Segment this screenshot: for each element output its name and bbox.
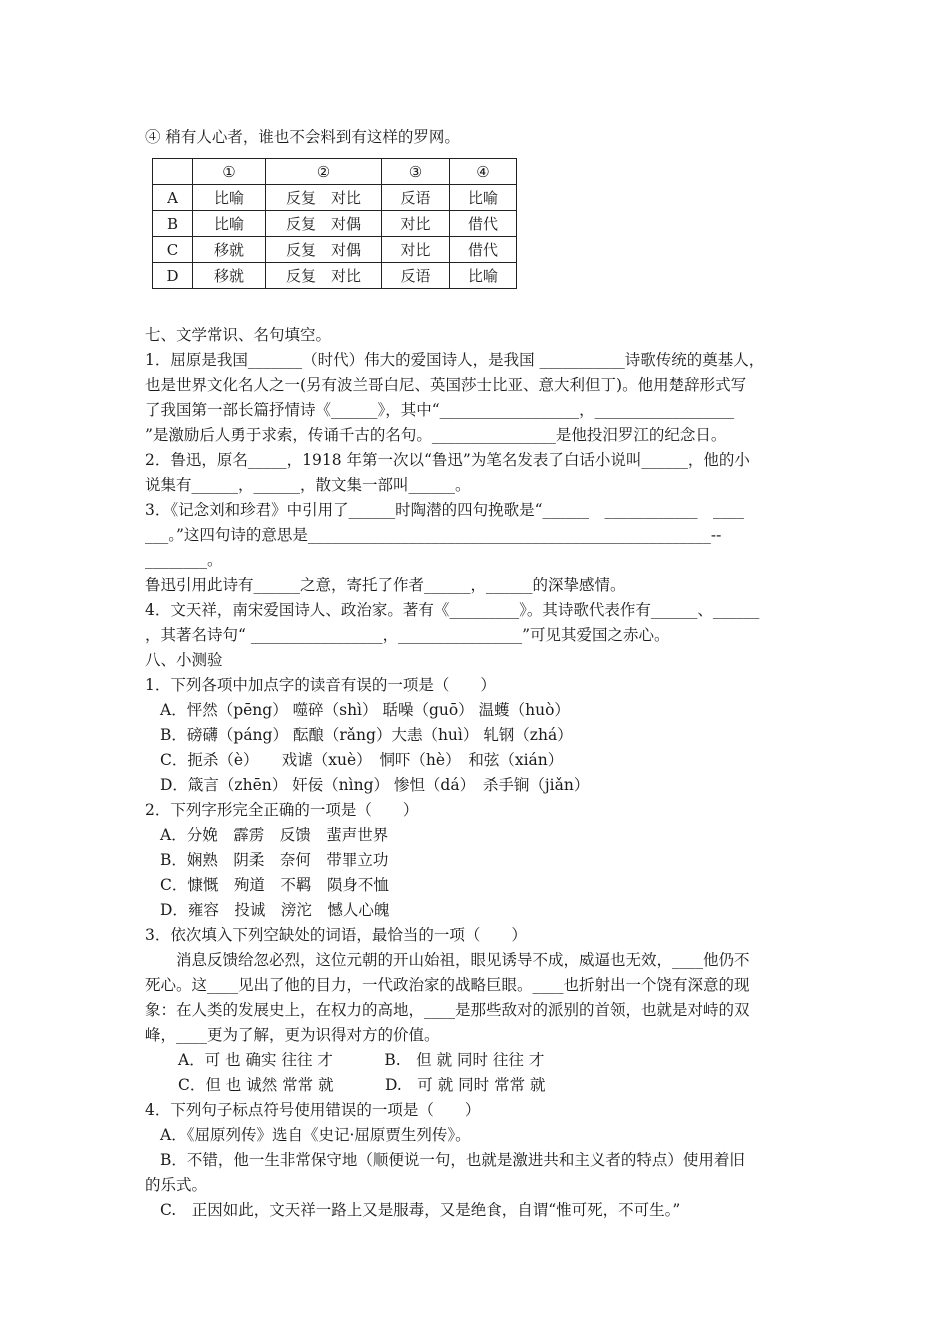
table-cell: 移就 (193, 263, 266, 289)
question-1-option-a: A．怦然（pēng） 噬碎（shì） 聒噪（guō） 温蠖（huò） (160, 701, 570, 719)
question-3-passage-line: 象：在人类的发展史上，在权力的高地，____是那些敌对的派别的首领，也就是对峙的双 (145, 1001, 750, 1019)
section-7-line: 了我国第一部长篇抒情诗《______》，其中“__________________，__________________ (145, 401, 735, 419)
section-7-line: 2．鲁迅，原名_____，1918 年第一次以“鲁迅”为笔名发表了白话小说叫______，他的小 (145, 451, 750, 469)
table-header-cell: ③ (382, 159, 450, 185)
table-row (153, 185, 517, 211)
table-row (153, 263, 517, 289)
intro-item: ④ 稍有人心者，谁也不会料到有这样的罗网。 (145, 128, 460, 146)
question-4-option-a: A．《屈原列传》选自《史记·屈原贾生列传》。 (160, 1126, 471, 1144)
question-4-stem: 4．下列句子标点符号使用错误的一项是（ ） (145, 1101, 481, 1119)
section-7-line: 1．屈原是我国_______（时代）伟大的爱国诗人，是我国 ___________诗歌传统的奠基人， (145, 351, 765, 369)
section-7-line: ________。 (145, 551, 223, 569)
section-7-line: 鲁迅引用此诗有______之意，寄托了作者______，______的深挚感情。 (145, 576, 626, 594)
question-4-option-b-cont: 的乐式。 (145, 1176, 208, 1194)
table-cell: 借代 (450, 211, 517, 237)
section-7-line: 也是世界文化名人之一(另有波兰哥白尼、英国莎士比亚、意大利但丁)。他用楚辞形式写 (145, 376, 747, 394)
question-1-option-d: D．箴言（zhēn） 奸佞（nìng） 惨怛（dá） 杀手锏（jiǎn） (160, 776, 590, 794)
options-table (152, 158, 517, 289)
table-cell: 对比 (382, 237, 450, 263)
question-4-option-b: B．不错，他一生非常保守地（顺便说一句，也就是激进共和主义者的特点）使用着旧 (160, 1151, 745, 1169)
question-1-stem: 1．下列各项中加点字的读音有误的一项是（ ） (145, 676, 496, 694)
section-7-line: 3．《记念刘和珍君》中引用了______时陶潜的四句挽歌是“______ ____________ ____ (145, 501, 745, 519)
table-cell: 反复 对偶 (266, 211, 382, 237)
table-cell: C (153, 237, 193, 263)
table-header-cell (153, 159, 193, 185)
question-1-option-c: C．扼杀（è） 戏谑（xuè） 恫吓（hè） 和弦（xián） (160, 751, 564, 769)
question-3-passage-line: 峰，____更为了解，更为识得对方的价值。 (145, 1026, 440, 1044)
question-2-stem: 2．下列字形完全正确的一项是（ ） (145, 801, 419, 819)
table-cell: 比喻 (193, 211, 266, 237)
table-cell: 对比 (382, 211, 450, 237)
table-header-cell: ① (193, 159, 266, 185)
question-3-passage-line: 消息反馈给忽必烈，这位元朝的开山始祖，眼见诱导不成，威逼也无效，____他仍不 (145, 951, 750, 969)
question-2-option-d: D．雍容 投诚 滂沱 憾人心魄 (160, 901, 390, 919)
section-7-line: ，其著名诗句“ _________________，________________”可见其爱国之赤心。 (145, 626, 670, 644)
table-cell: B (153, 211, 193, 237)
table-cell: 比喻 (450, 185, 517, 211)
question-3-stem: 3．依次填入下列空缺处的词语，最恰当的一项（ ） (145, 926, 527, 944)
section-7-line: ___。”这四句诗的意思是____________________________________________________-- (145, 526, 722, 544)
table-cell: 反复 对比 (266, 263, 382, 289)
section-7-line: 说集有______，______，散文集一部叫______。 (145, 476, 471, 494)
section-7-line: ”是激励后人勇于求索，传诵千古的名句。________________是他投汨罗江的纪念日。 (145, 426, 727, 444)
question-2-option-a: A．分娩 霹雳 反馈 蜚声世界 (160, 826, 389, 844)
table-cell: 移就 (193, 237, 266, 263)
table-cell: A (153, 185, 193, 211)
table-cell: 比喻 (193, 185, 266, 211)
question-3-passage-line: 死心。这____见出了他的目力，一代政治家的战略巨眼。____也折射出一个饶有深意的现 (145, 976, 750, 994)
question-1-option-b: B．磅礴（páng） 酝酿（rǎng）大恚（huì） 轧钢（zhá） (160, 726, 573, 744)
question-4-option-c: C. 正因如此，文天祥一路上又是服毒，又是绝食，自谓“惟可死，不可生。” (160, 1201, 681, 1219)
section-7-title: 七、文学常识、名句填空。 (145, 326, 332, 344)
table-cell: 反语 (382, 185, 450, 211)
table-cell: 借代 (450, 237, 517, 263)
question-3-options-ab: A．可 也 确实 往往 才 B. 但 就 同时 往往 才 (178, 1051, 545, 1069)
table-cell: 反复 对比 (266, 185, 382, 211)
question-2-option-b: B．娴熟 阴柔 奈何 带罪立功 (160, 851, 389, 869)
table-header-row (153, 159, 517, 185)
section-8-title: 八、小测验 (145, 651, 223, 669)
table-cell: D (153, 263, 193, 289)
table-cell: 比喻 (450, 263, 517, 289)
question-2-option-c: C．慷慨 殉道 不羁 陨身不恤 (160, 876, 389, 894)
table-row (153, 237, 517, 263)
table-row (153, 211, 517, 237)
table-header-cell: ④ (450, 159, 517, 185)
section-7-line: 4．文天祥，南宋爱国诗人、政治家。著有《_________》。其诗歌代表作有______、______ (145, 601, 760, 619)
table-header-cell: ② (266, 159, 382, 185)
table-cell: 反复 对偶 (266, 237, 382, 263)
table-cell: 反语 (382, 263, 450, 289)
question-3-options-cd: C．但 也 诚然 常常 就 D. 可 就 同时 常常 就 (178, 1076, 546, 1094)
